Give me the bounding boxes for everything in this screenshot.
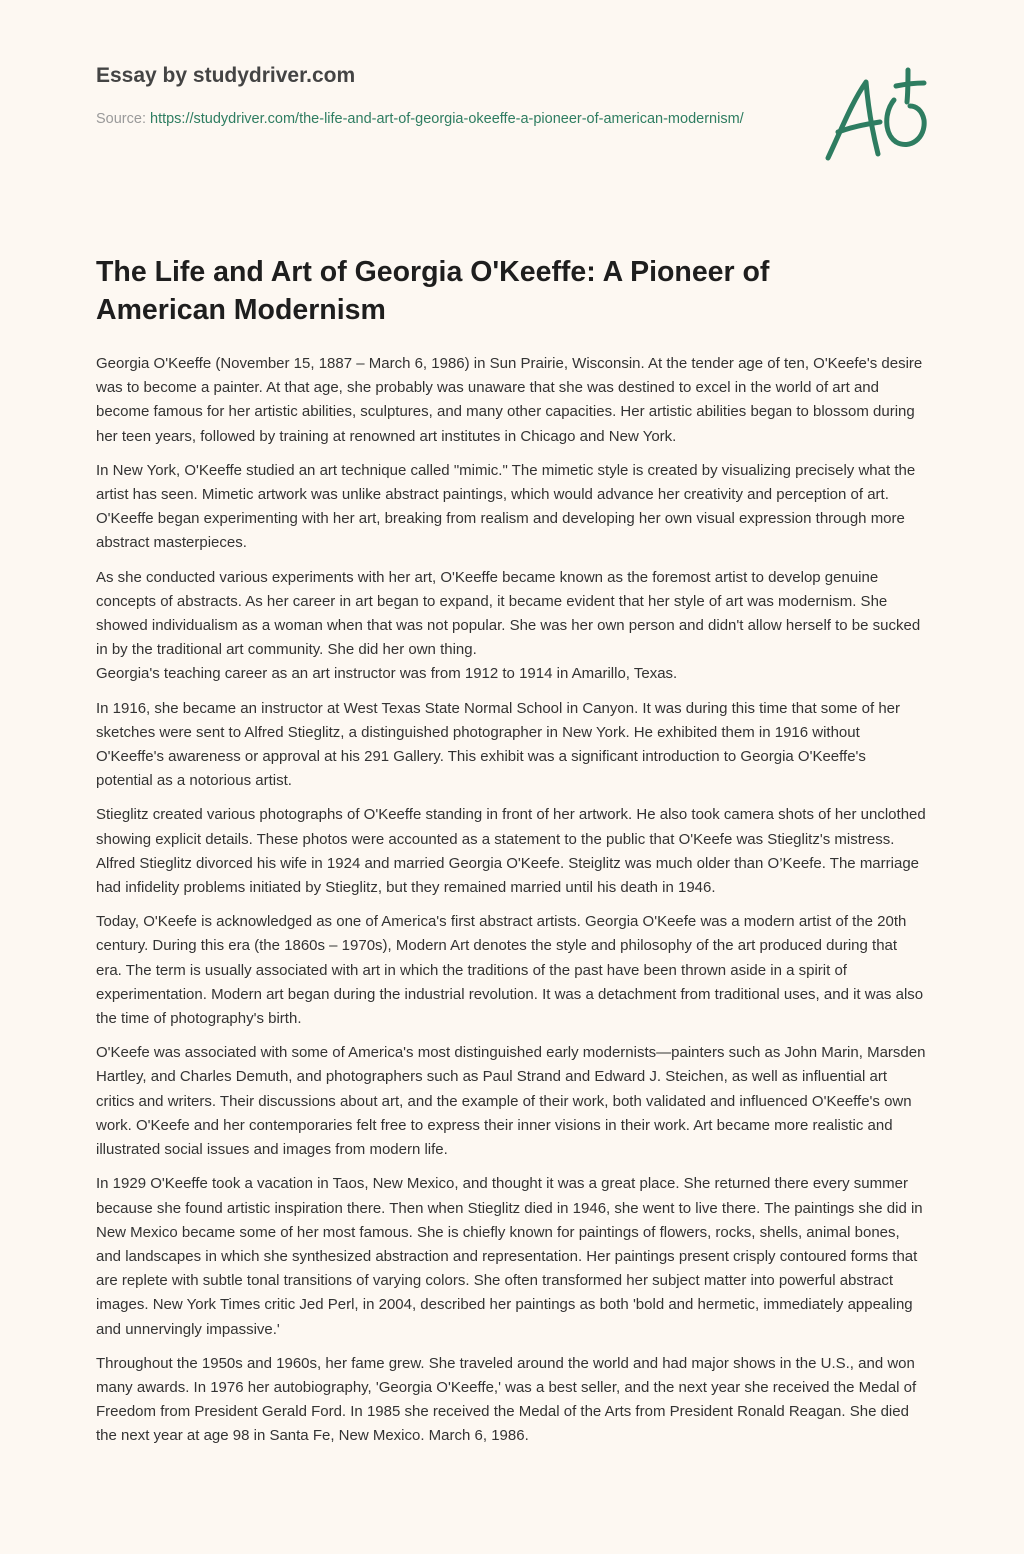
logo-plus-horizontal: [896, 83, 924, 86]
site-brand: Essay by studydriver.com: [96, 64, 356, 87]
article-paragraph: Georgia's teaching career as an art instructor was from 1912 to 1914 in Amarillo, Texas.: [96, 665, 678, 683]
article-body: [96, 352, 926, 1459]
logo-letter-a: [828, 82, 878, 158]
a-plus-grade-icon: [812, 66, 936, 170]
article-paragraph: O'Keefe was associated with some of America's most distinguished early modernists—painters such as John Marin, Marsden Hartley, and Charles Demuth, and photographers such as Paul Strand and Edward J. Steichen, as well as influential art critics and writers. Their discussions about art, and the example of their work, both validated and influenced O'Keeffe's own work. O'Keefe and her contemporaries felt free to express their inner visions in their work. Art became more realistic and illustrated social issues and images from modern life.: [96, 1044, 926, 1159]
article-paragraph: As she conducted various experiments with her art, O'Keeffe became known as the foremost artist to develop genuine concepts of abstracts. As her career in art began to expand, it became evident that her style of art was modernism. She showed individualism as a woman when that was not popular. She was her own person and didn't allow herself to be sucked in by the traditional art community. She did her own thing.: [96, 568, 921, 659]
article-paragraph: Throughout the 1950s and 1960s, her fame grew. She traveled around the world and had major shows in the U.S., and won many awards. In 1976 her autobiography, 'Georgia O'Keeffe,' was a best seller, and the next year she received the Medal of Freedom from President Gerald Ford. In 1985 she received the Medal of the Arts from President Ronald Reagan. She died the next year at age 98 in Santa Fe, New Mexico. March 6, 1986.: [96, 1354, 917, 1445]
logo-plus-swirl: [887, 100, 924, 145]
article-paragraph: In 1916, she became an instructor at West Texas State Normal School in Canyon. It was during this time that some of her sketches were sent to Alfred Stieglitz, a distinguished photographer in New York. He exhibited them in 1916 without O'Keeffe's awareness or approval at his 291 Gallery. This exhibit was a significant introduction to Georgia O'Keeffe's potential as a notorious artist.: [96, 699, 901, 790]
article-paragraph: Georgia O'Keeffe (November 15, 1887 – March 6, 1986) in Sun Prairie, Wisconsin. At the tender age of ten, O'Keefe's desire was to become a painter. At that age, she probably was unaware that she was destined to excel in the world of art and become famous for her artistic abilities, sculptures, and many other capacities. Her artistic abilities began to blossom during her teen years, followed by training at renowned art institutes in Chicago and New York.: [96, 355, 923, 445]
article-title: The Life and Art of Georgia O'Keeffe: A Pioneer of American Modernism: [96, 256, 770, 326]
article-paragraph: In New York, O'Keeffe studied an art technique called "mimic." The mimetic style is created by visualizing precisely what the artist has seen. Mimetic artwork was unlike abstract paintings, which would advance her creativity and perception of art. O'Keeffe began experimenting with her art, breaking from realism and developing her own visual expression through more abstract masterpieces.: [96, 461, 916, 552]
source-label: Source:: [96, 111, 150, 127]
article-paragraph: Today, O'Keefe is acknowledged as one of America's first abstract artists. Georgia O'Keefe was a modern artist of the 20th century. During this era (the 1860s – 1970s), Modern Art denotes the style and philosophy of the art produced during that era. The term is usually associated with art in which the traditions of the past have been thrown aside in a spirit of experimentation. Modern art began during the industrial revolution. It was a detachment from traditional uses, and it was also the time of photography's birth.: [96, 913, 924, 1028]
article-paragraph: In 1929 O'Keeffe took a vacation in Taos, New Mexico, and thought it was a great place. She returned there every summer because she found artistic inspiration there. Then when Stieglitz died in 1946, she went to live there. The paintings she did in New Mexico became some of her most famous. She is chiefly known for paintings of flowers, rocks, shells, animal bones, and landscapes in which she synthesized abstraction and representation. Her paintings present crisply contoured forms that are replete with subtle tonal transitions of varying colors. She often transformed her subject matter into powerful abstract images. New York Times critic Jed Perl, in 2004, described her paintings as both 'bold and hermetic, immediately appealing and unnervingly impassive.': [96, 1175, 923, 1338]
source-line: [96, 108, 776, 130]
article-paragraph: Stieglitz created various photographs of O'Keeffe standing in front of her artwork. He also took camera shots of her unclothed showing explicit details. These photos were accounted as a statement to the public that O'Keefe was Stieglitz's mistress. Alfred Stieglitz divorced his wife in 1924 and married Georgia O'Keefe. Steiglitz was much older than O’Keefe. The marriage had infidelity problems initiated by Stieglitz, but they remained married until his death in 1946.: [96, 806, 926, 897]
page-header: [96, 60, 776, 130]
source-link[interactable]: https://studydriver.com/the-life-and-art-of-georgia-okeeffe-a-pioneer-of-american-modernism/: [150, 111, 744, 127]
